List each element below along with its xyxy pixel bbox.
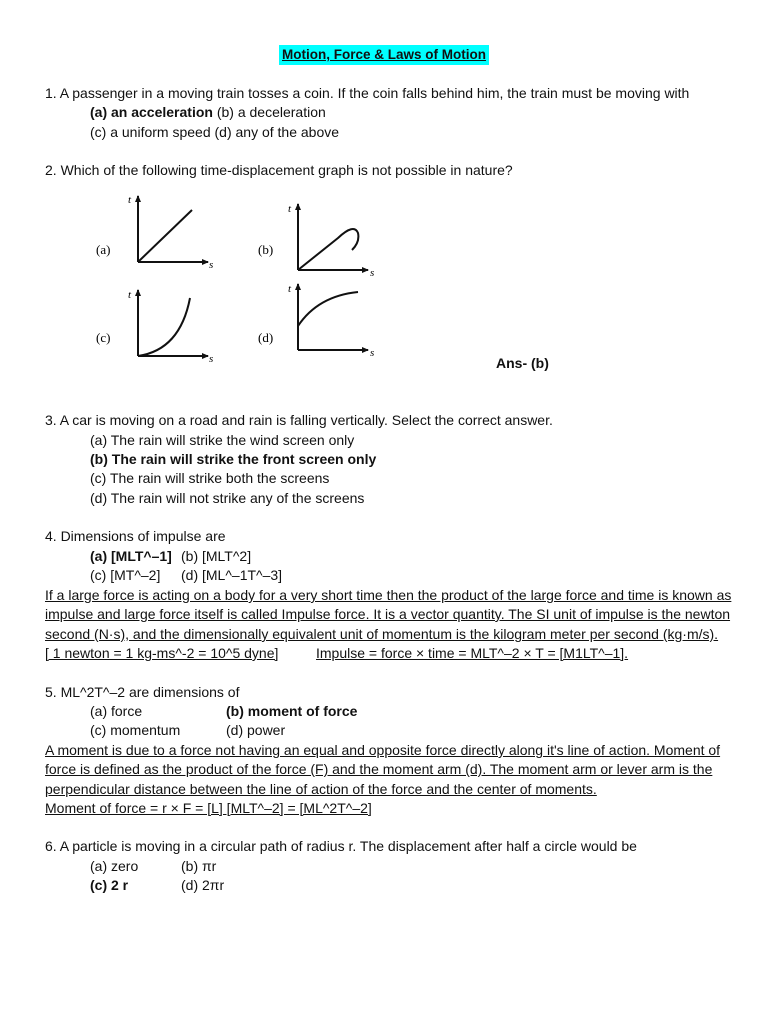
q3-option-a: (a) The rain will strike the wind screen only: [90, 432, 355, 448]
q1-option-a-correct: (a) an acceleration: [90, 104, 213, 120]
question-2: 2. Which of the following time-displacement graph is not possible in nature?: [45, 162, 513, 178]
graph-d-t-label: t: [288, 283, 292, 295]
q4-option-c: (c) [MT^–2]: [90, 567, 161, 583]
question-1-options-row-2: (c) a uniform speed (d) any of the above: [90, 124, 340, 140]
q4-option-d: (d) [ML^–1T^–3]: [181, 567, 283, 583]
q6-option-d: (d) 2πr: [181, 877, 225, 893]
graph-a-s-label: s: [209, 259, 214, 271]
graph-d-curve: [298, 292, 358, 326]
graph-b-t-label: t: [288, 203, 292, 215]
page-title: Motion, Force & Laws of Motion: [279, 45, 489, 65]
time-displacement-graphs: [90, 188, 510, 378]
graph-b-curve: [298, 229, 358, 270]
graph-b: [258, 203, 374, 279]
question-6: 6. A particle is moving in a circular path of radius r. The displacement after half a circle would be: [45, 838, 637, 854]
graph-b-label: (b): [258, 242, 274, 257]
q4-explanation-line-4b: Impulse = force × time = MLT^–2 × T = [M1LT^–1].: [316, 645, 629, 661]
question-5: 5. ML^2T^–2 are dimensions of: [45, 684, 240, 700]
graph-d-label: (d): [258, 330, 274, 345]
q5-explanation-line-3: perpendicular distance between the line of action of the force and the center of moments.: [45, 781, 597, 797]
graph-b-s-label: s: [370, 267, 375, 279]
graph-a-curve: [138, 210, 192, 262]
q3-option-c: (c) The rain will strike both the screens: [90, 470, 330, 486]
graph-d-s-label: s: [370, 347, 375, 359]
question-1-options-row-1: [90, 103, 326, 122]
q4-option-a-correct: (a) [MLT^–1]: [90, 548, 172, 564]
q5-option-b-correct: (b) moment of force: [226, 703, 358, 719]
q5-option-a: (a) force: [90, 703, 143, 719]
q5-explanation-line-2: force is defined as the product of the force (F) and the moment arm (d). The moment arm or lever arm is the: [45, 761, 713, 777]
graph-c-curve: [138, 298, 190, 356]
q6-option-c-correct: (c) 2 r: [90, 877, 129, 893]
question-3: 3. A car is moving on a road and rain is falling vertically. Select the correct answer.: [45, 412, 553, 428]
q6-option-b: (b) πr: [181, 858, 217, 874]
q5-explanation-line-1: A moment is due to a force not having an equal and opposite force directly along it's line of action. Moment of: [45, 742, 721, 758]
q2-answer: Ans- (b): [496, 355, 549, 371]
graph-a-label: (a): [96, 242, 111, 257]
graph-a-t-label: t: [128, 194, 132, 206]
q1-option-b: (b) a deceleration: [212, 104, 326, 120]
q5-option-d: (d) power: [226, 722, 286, 738]
q3-option-b-correct: (b) The rain will strike the front screen only: [90, 451, 377, 467]
graph-c: [96, 289, 213, 365]
q4-option-b: (b) [MLT^2]: [181, 548, 252, 564]
q4-explanation-line-1: If a large force is acting on a body for a very short time then the product of the large force and time is known as: [45, 587, 732, 603]
graph-a: [96, 194, 213, 271]
q4-explanation-line-3: second (N·s), and the dimensionally equivalent unit of momentum is the kilogram meter per second (kg·m/s).: [45, 626, 719, 642]
q5-explanation-line-4: Moment of force = r × F = [L] [MLT^–2] = [ML^2T^–2]: [45, 800, 372, 816]
graph-d: [258, 283, 374, 359]
q5-option-c: (c) momentum: [90, 722, 181, 738]
q4-explanation-line-4a: [ 1 newton = 1 kg-ms^-2 = 10^5 dyne]: [45, 645, 279, 661]
graph-c-label: (c): [96, 330, 111, 345]
graph-c-s-label: s: [209, 353, 214, 365]
q4-explanation-line-2: impulse and large force itself is called Impulse force. It is a vector quantity. The SI unit of impulse is the newton: [45, 606, 731, 622]
question-4: 4. Dimensions of impulse are: [45, 528, 226, 544]
q3-option-d: (d) The rain will not strike any of the screens: [90, 490, 365, 506]
question-1: 1. A passenger in a moving train tosses a coin. If the coin falls behind him, the train must be moving with: [45, 85, 690, 101]
q6-option-a: (a) zero: [90, 858, 139, 874]
graph-c-t-label: t: [128, 289, 132, 301]
